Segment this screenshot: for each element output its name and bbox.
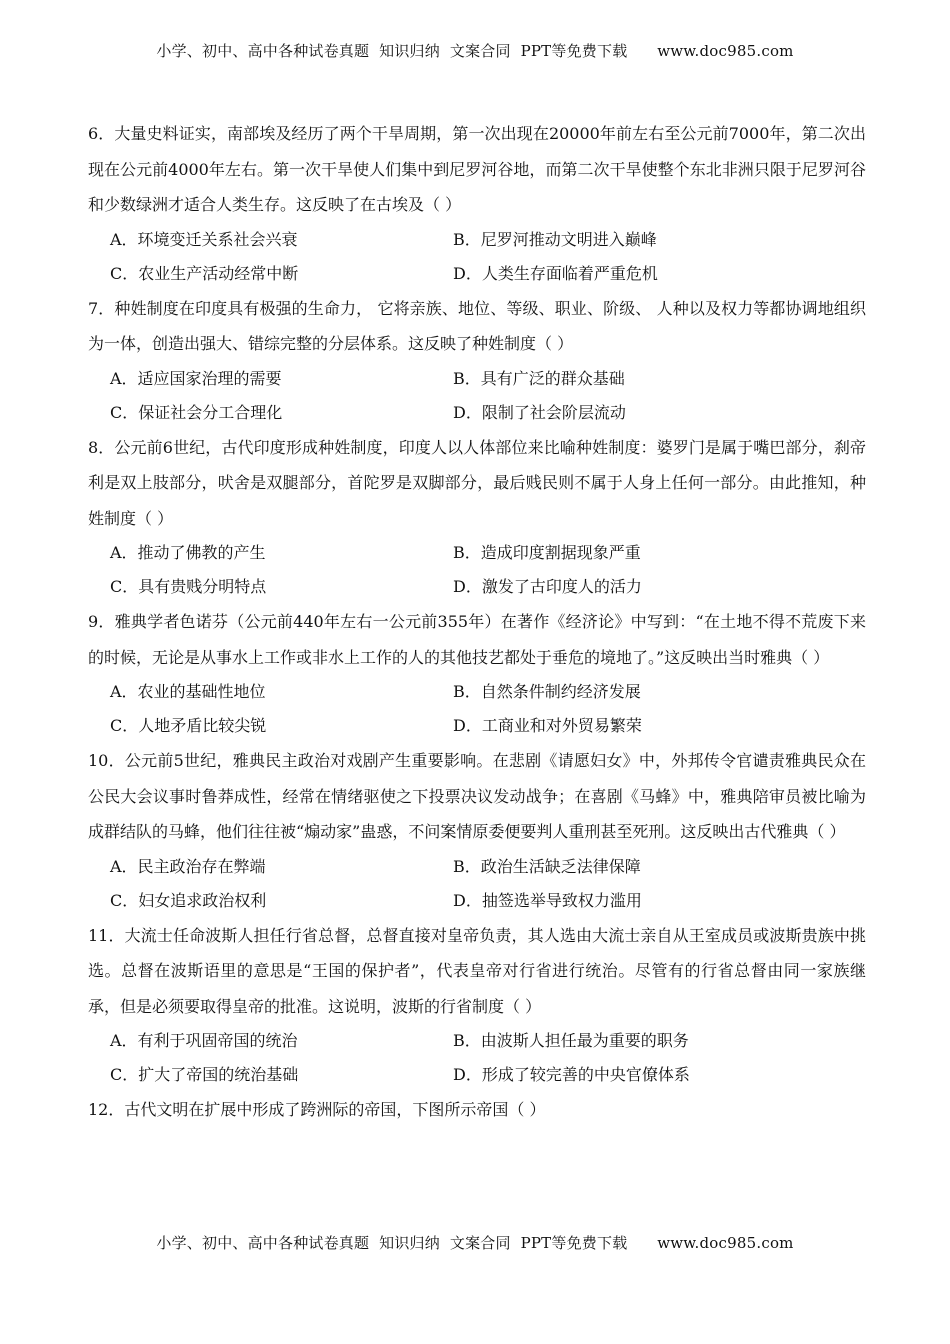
option-a: A．适应国家治理的需要 <box>110 368 282 388</box>
option-d: D．抽签选举导致权力滥用 <box>453 890 642 910</box>
option-b: B．尼罗河推动文明进入巅峰 <box>453 229 657 249</box>
question-9 <box>88 604 866 743</box>
option-b: B．具有广泛的群众基础 <box>453 368 625 388</box>
option-d: D．工商业和对外贸易繁荣 <box>453 716 642 735</box>
question-stem: 12．古代文明在扩展中形成了跨洲际的帝国，下图所示帝国（ ） <box>88 1100 546 1119</box>
options <box>110 362 866 430</box>
option-a: A．环境变迁关系社会兴衰 <box>110 229 298 249</box>
option-d: D．人类生存面临着严重危机 <box>453 263 658 283</box>
question-stem: 6．大量史料证实，南部埃及经历了两个干旱周期，第一次出现在20000年前左右至公元前7000年，第二次出现在公元前4000年左右。第一次干旱使人们集中到尼罗河谷地，而第二次干旱使整个东北非洲只限于尼罗河谷和少数绿洲才适合人类生存。这反映了在古埃及（ ） <box>88 124 866 214</box>
option-b: B．自然条件制约经济发展 <box>453 682 641 701</box>
question-list <box>88 116 866 1128</box>
options <box>110 675 866 743</box>
option-c: C．保证社会分工合理化 <box>110 402 283 422</box>
option-b: B．造成印度割据现象严重 <box>453 543 641 562</box>
question-stem: 10．公元前5世纪，雅典民主政治对戏剧产生重要影响。在悲剧《请愿妇女》中，外邦传令官谴责雅典民众在公民大会议事时鲁莽成性，经常在情绪驱使之下投票决议发动战争；在喜剧《马蜂》中，雅典陪审员被比喻为成群结队的马蜂，他们往往被“煽动家”蛊惑，不问案情原委便要判人重刑甚至死刑。这反映出古代雅典（ ） <box>88 751 866 841</box>
page-header: 小学、初中、高中各种试卷真题 知识归纳 文案合同 PPT等免费下载 www.doc985.com <box>156 42 794 60</box>
option-c: C．农业生产活动经常中断 <box>110 263 299 283</box>
question-8 <box>88 430 866 605</box>
option-b: B．政治生活缺乏法律保障 <box>453 856 641 876</box>
option-a: A．推动了佛教的产生 <box>110 543 266 562</box>
option-c: C．人地矛盾比较尖锐 <box>110 716 267 735</box>
question-11 <box>88 918 866 1093</box>
question-stem: 8．公元前6世纪，古代印度形成种姓制度，印度人以人体部位来比喻种姓制度：婆罗门是属于嘴巴部分，刹帝利是双上肢部分，吠舍是双腿部分，首陀罗是双脚部分，最后贱民则不属于人身上任何一部分。由此推知，种姓制度（ ） <box>88 437 866 528</box>
option-c: C．妇女追求政治权利 <box>110 890 267 910</box>
options <box>110 850 866 918</box>
question-stem: 9．雅典学者色诺芬（公元前440年左右一公元前355年）在著作《经济论》中写到：“在土地不得不荒废下来的时候，无论是从事水上工作或非水上工作的人的其他技艺都处于垂危的境地了。”这反映出当时雅典（ ） <box>88 612 866 667</box>
question-12 <box>88 1092 866 1128</box>
options <box>110 536 866 604</box>
option-a: A．农业的基础性地位 <box>110 682 266 701</box>
option-d: D．形成了较完善的中央官僚体系 <box>453 1065 690 1084</box>
question-6 <box>88 116 866 291</box>
page-footer: 小学、初中、高中各种试卷真题 知识归纳 文案合同 PPT等免费下载 www.doc985.com <box>156 1234 794 1252</box>
option-c: C．具有贵贱分明特点 <box>110 577 267 596</box>
option-c: C．扩大了帝国的统治基础 <box>110 1065 299 1084</box>
question-stem: 7．种姓制度在印度具有极强的生命力， 它将亲族、地位、等级、职业、阶级、 人种以及权力等都协调地组织为一体，创造出强大、错综完整的分层体系。这反映了种姓制度（ ） <box>88 298 866 353</box>
option-a: A．有利于巩固帝国的统治 <box>110 1031 298 1050</box>
question-10 <box>88 743 866 918</box>
options <box>110 1024 866 1092</box>
question-stem: 11．大流士任命波斯人担任行省总督，总督直接对皇帝负责，其人选由大流士亲自从王室成员或波斯贵族中挑选。总督在波斯语里的意思是“王国的保护者”，代表皇帝对行省进行统治。尽管有的行省总督由同一家族继承，但是必须要取得皇帝的批准。这说明，波斯的行省制度（ ） <box>88 925 866 1016</box>
option-a: A．民主政治存在弊端 <box>110 856 266 876</box>
options <box>110 223 866 291</box>
question-7 <box>88 291 866 430</box>
option-b: B．由波斯人担任最为重要的职务 <box>453 1031 689 1050</box>
option-d: D．激发了古印度人的活力 <box>453 577 642 596</box>
option-d: D．限制了社会阶层流动 <box>453 402 626 422</box>
